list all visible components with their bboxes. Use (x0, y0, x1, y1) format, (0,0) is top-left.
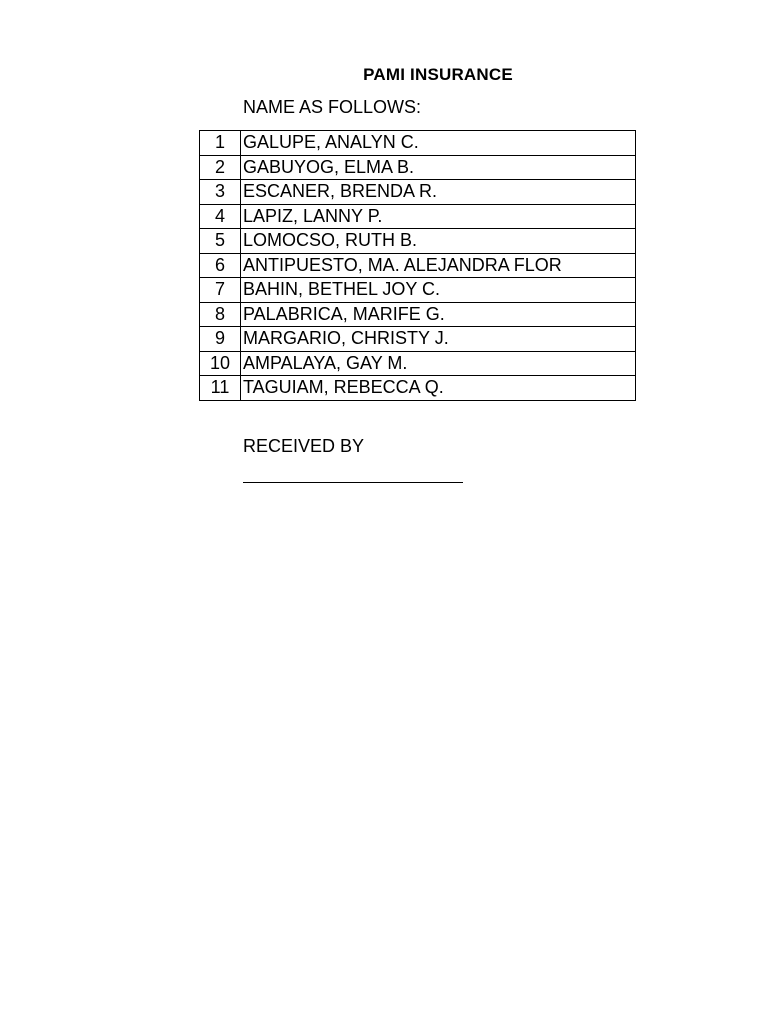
table-row (200, 278, 636, 303)
row-name: LAPIZ, LANNY P. (241, 204, 636, 229)
row-number: 5 (200, 229, 241, 254)
row-number: 7 (200, 278, 241, 303)
names-table (199, 130, 636, 401)
received-by-label: RECEIVED BY (243, 436, 365, 456)
row-number: 9 (200, 327, 241, 352)
row-name: MARGARIO, CHRISTY J. (241, 327, 636, 352)
table-row (200, 204, 636, 229)
table-row (200, 302, 636, 327)
row-number: 3 (200, 180, 241, 205)
page-title: PAMI INSURANCE (363, 65, 513, 84)
row-name: PALABRICA, MARIFE G. (241, 302, 636, 327)
row-number: 2 (200, 155, 241, 180)
row-number: 1 (200, 131, 241, 156)
table-row (200, 376, 636, 401)
row-name: GABUYOG, ELMA B. (241, 155, 636, 180)
row-number: 4 (200, 204, 241, 229)
list-heading: NAME AS FOLLOWS: (243, 97, 422, 117)
row-name: TAGUIAM, REBECCA Q. (241, 376, 636, 401)
row-number: 11 (200, 376, 241, 401)
row-name: BAHIN, BETHEL JOY C. (241, 278, 636, 303)
table-row (200, 229, 636, 254)
row-name: GALUPE, ANALYN C. (241, 131, 636, 156)
row-number: 10 (200, 351, 241, 376)
row-name: ANTIPUESTO, MA. ALEJANDRA FLOR (241, 253, 636, 278)
row-name: LOMOCSO, RUTH B. (241, 229, 636, 254)
table-row (200, 253, 636, 278)
row-number: 8 (200, 302, 241, 327)
row-name: ESCANER, BRENDA R. (241, 180, 636, 205)
table-row (200, 351, 636, 376)
table-row (200, 180, 636, 205)
table-row (200, 155, 636, 180)
table-row (200, 327, 636, 352)
signature-line (243, 482, 463, 483)
row-name: AMPALAYA, GAY M. (241, 351, 636, 376)
table-row (200, 131, 636, 156)
row-number: 6 (200, 253, 241, 278)
